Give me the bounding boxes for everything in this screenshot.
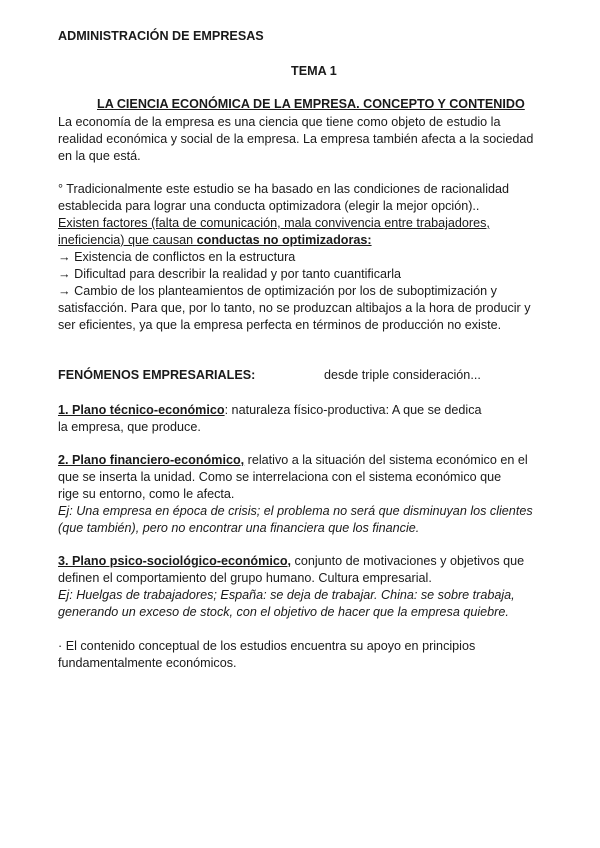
plane-3-text: definen el comportamiento del grupo humano. Cultura empresarial. bbox=[58, 571, 432, 585]
closing-line: fundamentalmente económicos. bbox=[58, 656, 237, 670]
factors-line-end bbox=[58, 232, 372, 249]
list-item: → Cambio de los planteamientos de optimización por los de suboptimización y bbox=[58, 284, 497, 298]
non-optimizing-term: conductas no optimizadoras: bbox=[196, 233, 372, 247]
plane-3-example: Ej: Huelgas de trabajadores; España: se deja de trabajar. China: se sobre trabaja, bbox=[58, 588, 515, 602]
intro-line: realidad económica y social de la empresa. La empresa también afecta a la sociedad bbox=[58, 132, 534, 146]
phenomena-heading: FENÓMENOS EMPRESARIALES: bbox=[58, 368, 256, 382]
plane-1-title: 1. Plano técnico-económico bbox=[58, 403, 225, 417]
list-item: → Existencia de conflictos en la estructura bbox=[58, 250, 296, 264]
paragraph-line: ° Tradicionalmente este estudio se ha basado en las condiciones de racionalidad bbox=[58, 182, 510, 196]
paragraph-line: ser eficientes, ya que la empresa perfecta en términos de producción no existe. bbox=[58, 318, 502, 332]
plane-2-title: 2. Plano financiero-económico, bbox=[58, 453, 245, 467]
closing-line: · El contenido conceptual de los estudios encuentra su apoyo en principios bbox=[58, 639, 476, 653]
plane-1-text: la empresa, que produce. bbox=[58, 420, 201, 434]
plane-3-example: generando un exceso de stock, con el objetivo de hacer que la empresa quiebre. bbox=[58, 605, 509, 619]
plane-2-text: relativo a la situación del sistema económico en el bbox=[244, 453, 528, 467]
factors-line: Existen factores (falta de comunicación, mala convivencia entre trabajadores, bbox=[58, 216, 490, 230]
plane-1-text: : naturaleza físico-productiva: A que se dedica bbox=[224, 403, 482, 417]
list-item: → Dificultad para describir la realidad y por tanto cuantificarla bbox=[58, 267, 401, 281]
plane-2-example: Ej: Una empresa en época de crisis; el problema no será que disminuyan los clientes bbox=[58, 504, 533, 518]
page-title: LA CIENCIA ECONÓMICA DE LA EMPRESA. CONCEPTO Y CONTENIDO bbox=[97, 97, 525, 111]
phenomena-note: desde triple consideración... bbox=[324, 368, 481, 382]
paragraph-line: satisfacción. Para que, por lo tanto, no se produzcan altibajos a la hora de producir y bbox=[58, 301, 531, 315]
topic-heading: TEMA 1 bbox=[291, 64, 337, 78]
paragraph-line: establecida para lograr una conducta optimizadora (elegir la mejor opción).. bbox=[58, 199, 480, 213]
intro-line: La economía de la empresa es una ciencia que tiene como objeto de estudio la bbox=[58, 115, 501, 129]
subject-heading: ADMINISTRACIÓN DE EMPRESAS bbox=[58, 29, 264, 43]
plane-2-text: que se inserta la unidad. Como se interrelaciona con el sistema económico que bbox=[58, 470, 502, 484]
factors-text: ineficiencia) que causan bbox=[58, 233, 197, 247]
intro-line: en la que está. bbox=[58, 149, 141, 163]
plane-3-text: conjunto de motivaciones y objetivos que bbox=[291, 554, 525, 568]
plane-3-title: 3. Plano psico-sociológico-económico, bbox=[58, 554, 292, 568]
plane-2-text: rige su entorno, como le afecta. bbox=[58, 487, 235, 501]
plane-2-example: (que también), pero no encontrar una financiera que los financie. bbox=[58, 521, 420, 535]
